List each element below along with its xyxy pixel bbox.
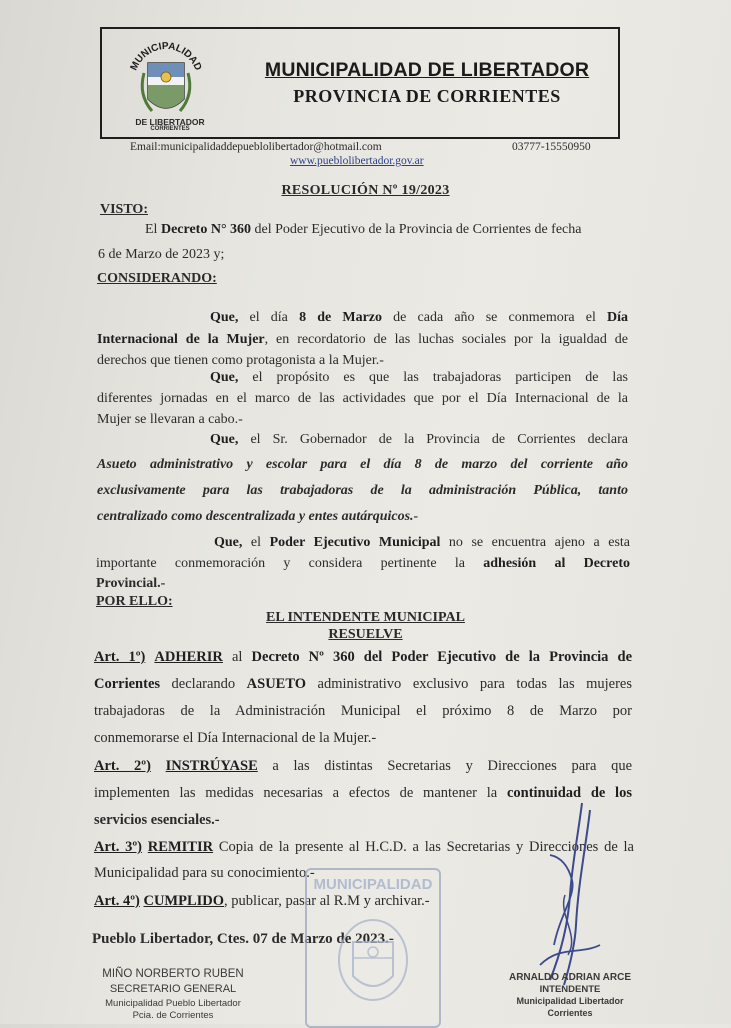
visto-line2: 6 de Marzo de 2023 y; (98, 247, 225, 262)
intendente-name: ARNALDO ADRIAN ARCE (508, 972, 632, 983)
article-1-line4: conmemorarse el Día Internacional de la Mujer.- (94, 730, 377, 746)
considerando-3-line4: centralizado como descentralizada y entes autárquicos.- (97, 509, 419, 524)
article-3-line1: Art. 3º) REMITIR Copia de la presente al H.C.D. a las Secretarias y Direcciones de la (94, 839, 634, 855)
secretary-role: SECRETARIO GENERAL (109, 983, 237, 995)
por-ello-heading: POR ELLO: (96, 594, 173, 609)
resuelve-title: RESUELVE (328, 627, 403, 642)
considerando-4-line1: Que, el Poder Ejecutivo Municipal no se encuentra ajeno a esta (214, 535, 630, 550)
considerando-4-line2: importante conmemoración y considera pertinente la adhesión al Decreto (96, 556, 630, 571)
visto-heading: VISTO: (100, 202, 148, 217)
municipality-title: MUNICIPALIDAD DE LIBERTADOR (264, 59, 590, 81)
stamp-emblem-icon (329, 910, 417, 1020)
article-1-line1: Art. 1º) ADHERIR al Decreto Nº 360 del Poder Ejecutivo de la Provincia de (94, 649, 633, 665)
intendente-place: Corrientes (547, 1008, 593, 1018)
article-2-line1: Art. 2º) INSTRÚYASE a las distintas Secretarias y Direcciones para que (94, 758, 633, 774)
considerando-2-line1: Que, el propósito es que las trabajadoras participen de las (210, 370, 628, 385)
considerando-1-line1: Que, el día 8 de Marzo de cada año se conmemora el Día (210, 310, 628, 325)
secretary-name: MIÑO NORBERTO RUBEN (102, 968, 244, 980)
website-link[interactable]: www.pueblolibertador.gov.ar (290, 155, 424, 167)
province-subtitle: PROVINCIA DE CORRIENTES (293, 86, 561, 106)
secretary-place: Pcia. de Corrientes (132, 1010, 214, 1021)
secretary-org: Municipalidad Pueblo Libertador (105, 998, 241, 1009)
intendente-signature (520, 795, 610, 995)
considerando-heading: CONSIDERANDO: (97, 271, 217, 286)
letterhead-box (100, 27, 620, 139)
contact-email: Email:municipalidaddepueblolibertador@hotmail.com (130, 141, 382, 153)
place-date: Pueblo Libertador, Ctes. 07 de Marzo de 2023.- (92, 931, 394, 947)
intendente-title: EL INTENDENTE MUNICIPAL (266, 610, 465, 625)
article-2-line2: implementen las medidas necesarias a efectos de mantener la continuidad de los (94, 785, 632, 801)
intendente-org: Municipalidad Libertador (516, 996, 624, 1006)
stamp-text: MUNICIPALIDAD (313, 876, 433, 893)
considerando-4-line3: Provincial.- (96, 576, 166, 591)
article-1-line2: Corrientes declarando ASUETO administrativo exclusivo para todas las mujeres (94, 676, 632, 692)
contact-phone: 03777-15550950 (512, 141, 591, 153)
considerando-1-line2: Internacional de la Mujer, en recordatorio de las luchas sociales por la igualdad de (97, 332, 629, 347)
logo-arc-text: MUNICIPALIDAD (128, 40, 204, 73)
considerando-3-line3: exclusivamente para las trabajadoras de la administración Pública, tanto (97, 483, 628, 498)
considerando-3-line2: Asueto administrativo y escolar para el día 8 de marzo del corriente año (97, 457, 628, 472)
resolution-title: RESOLUCIÓN Nº 19/2023 (281, 183, 450, 198)
considerando-2-line3: Mujer se llevaran a cabo.- (97, 412, 243, 427)
article-2-line3: servicios esenciales.- (94, 812, 220, 828)
intendente-role: INTENDENTE (539, 984, 601, 995)
municipal-stamp (305, 868, 441, 1028)
article-1-line3: trabajadoras de la Administración Municipal el próximo 8 de Marzo por (94, 703, 632, 719)
article-4-line1: Art. 4º) CUMPLIDO, publicar, pasar al R.M y archivar.- (94, 893, 430, 909)
considerando-3-line1: Que, el Sr. Gobernador de la Provincia de Corrientes declara (210, 432, 628, 447)
considerando-1-line3: derechos que tienen como protagonista a la Mujer.- (97, 353, 384, 368)
considerando-2-line2: diferentes jornadas en el marco de las actividades que por el Día Internacional de la (97, 391, 628, 406)
logo-subtitle: DE LIBERTADOR (135, 117, 205, 127)
visto-line1: El Decreto N° 360 del Poder Ejecutivo de la Provincia de Corrientes de fecha (145, 222, 582, 237)
logo-province: CORRIENTES (150, 126, 190, 132)
article-3-line2: Municipalidad para su conocimiento.- (94, 865, 315, 881)
